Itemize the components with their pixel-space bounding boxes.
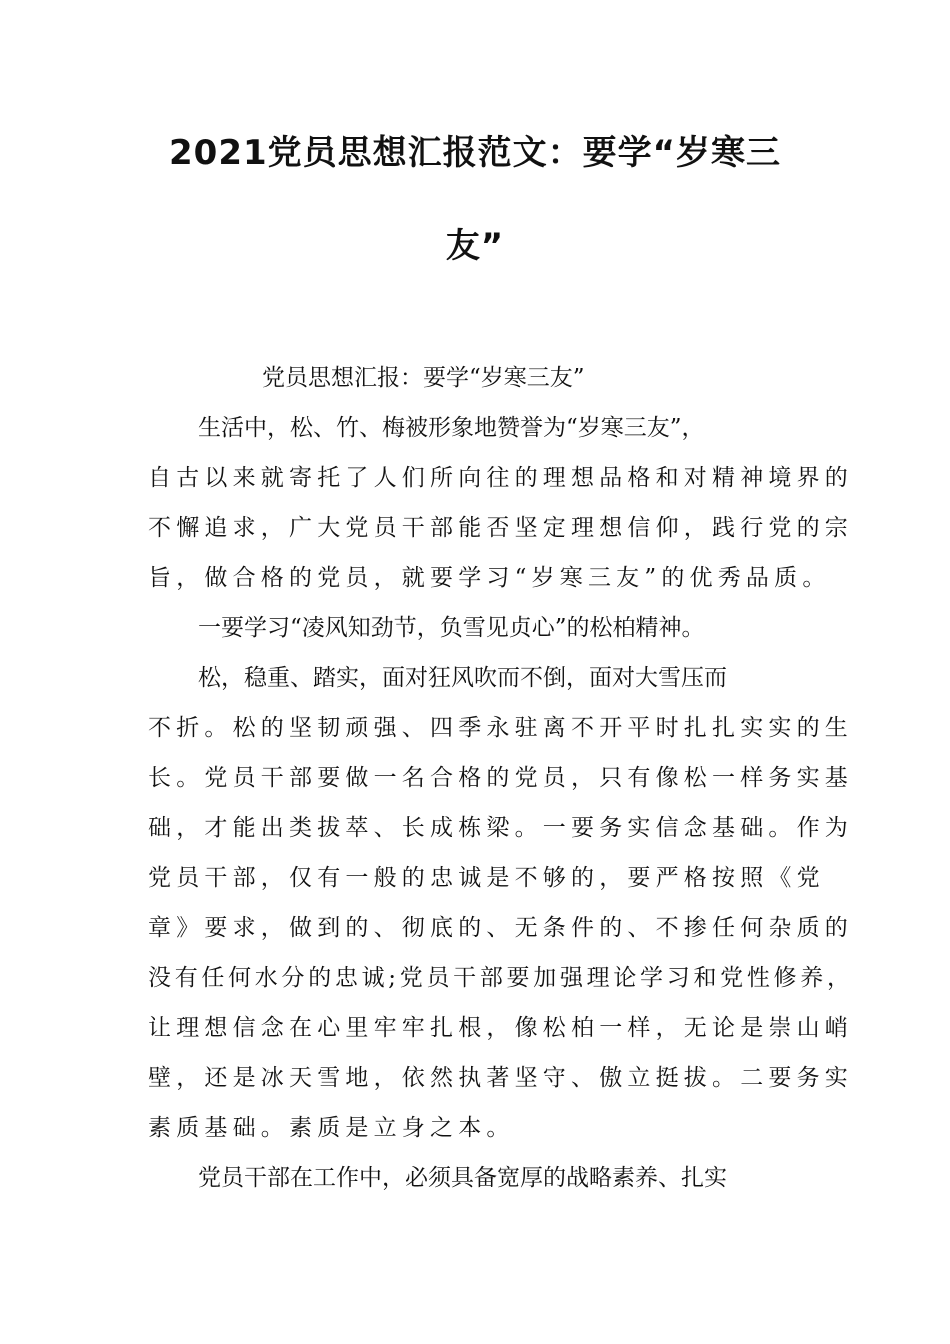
- paragraph-line: 不懈追求，广大党员干部能否坚定理想信仰，践行党的宗: [148, 515, 853, 541]
- paragraph-line: 旨，做合格的党员，就要学习“岁寒三友”的优秀品质。: [148, 565, 831, 591]
- paragraph-line: 章》要求，做到的、彻底的、无条件的、不掺任何杂质的: [148, 915, 853, 941]
- paragraph-line: 自古以来就寄托了人们所向往的理想品格和对精神境界的: [148, 465, 853, 491]
- document-subtitle: 党员思想汇报：要学“岁寒三友”: [262, 365, 585, 391]
- paragraph-line: 没有任何水分的忠诚;党员干部要加强理论学习和党性修养，: [148, 965, 854, 991]
- paragraph-line: 不折。松的坚韧顽强、四季永驻离不开平时扎扎实实的生: [148, 715, 853, 741]
- paragraph-line: 松，稳重、踏实，面对狂风吹而不倒，面对大雪压而: [198, 665, 727, 691]
- paragraph-line: 础，才能出类拔萃、长成栋梁。一要务实信念基础。作为: [148, 815, 853, 841]
- document-title-line-1: 2021党员思想汇报范文：要学“岁寒三: [169, 133, 781, 173]
- document-title-line-2: 友”: [445, 226, 505, 266]
- paragraph-line: 长。党员干部要做一名合格的党员，只有像松一样务实基: [148, 765, 853, 791]
- paragraph-line: 让理想信念在心里牢牢扎根，像松柏一样，无论是崇山峭: [148, 1015, 853, 1041]
- paragraph-line: 党员干部在工作中，必须具备宽厚的战略素养、扎实: [198, 1165, 727, 1191]
- paragraph-line: 生活中，松、竹、梅被形象地赞誉为“岁寒三友”，: [198, 415, 705, 441]
- paragraph-line: 党员干部，仅有一般的忠诚是不够的，要严格按照《党: [148, 865, 825, 891]
- paragraph-line: 壁，还是冰天雪地，依然执著坚守、傲立挺拔。二要务实: [148, 1065, 853, 1091]
- paragraph-line: 素质基础。素质是立身之本。: [148, 1115, 515, 1141]
- paragraph-line: 一要学习“凌风知劲节，负雪见贞心”的松柏精神。: [198, 615, 705, 641]
